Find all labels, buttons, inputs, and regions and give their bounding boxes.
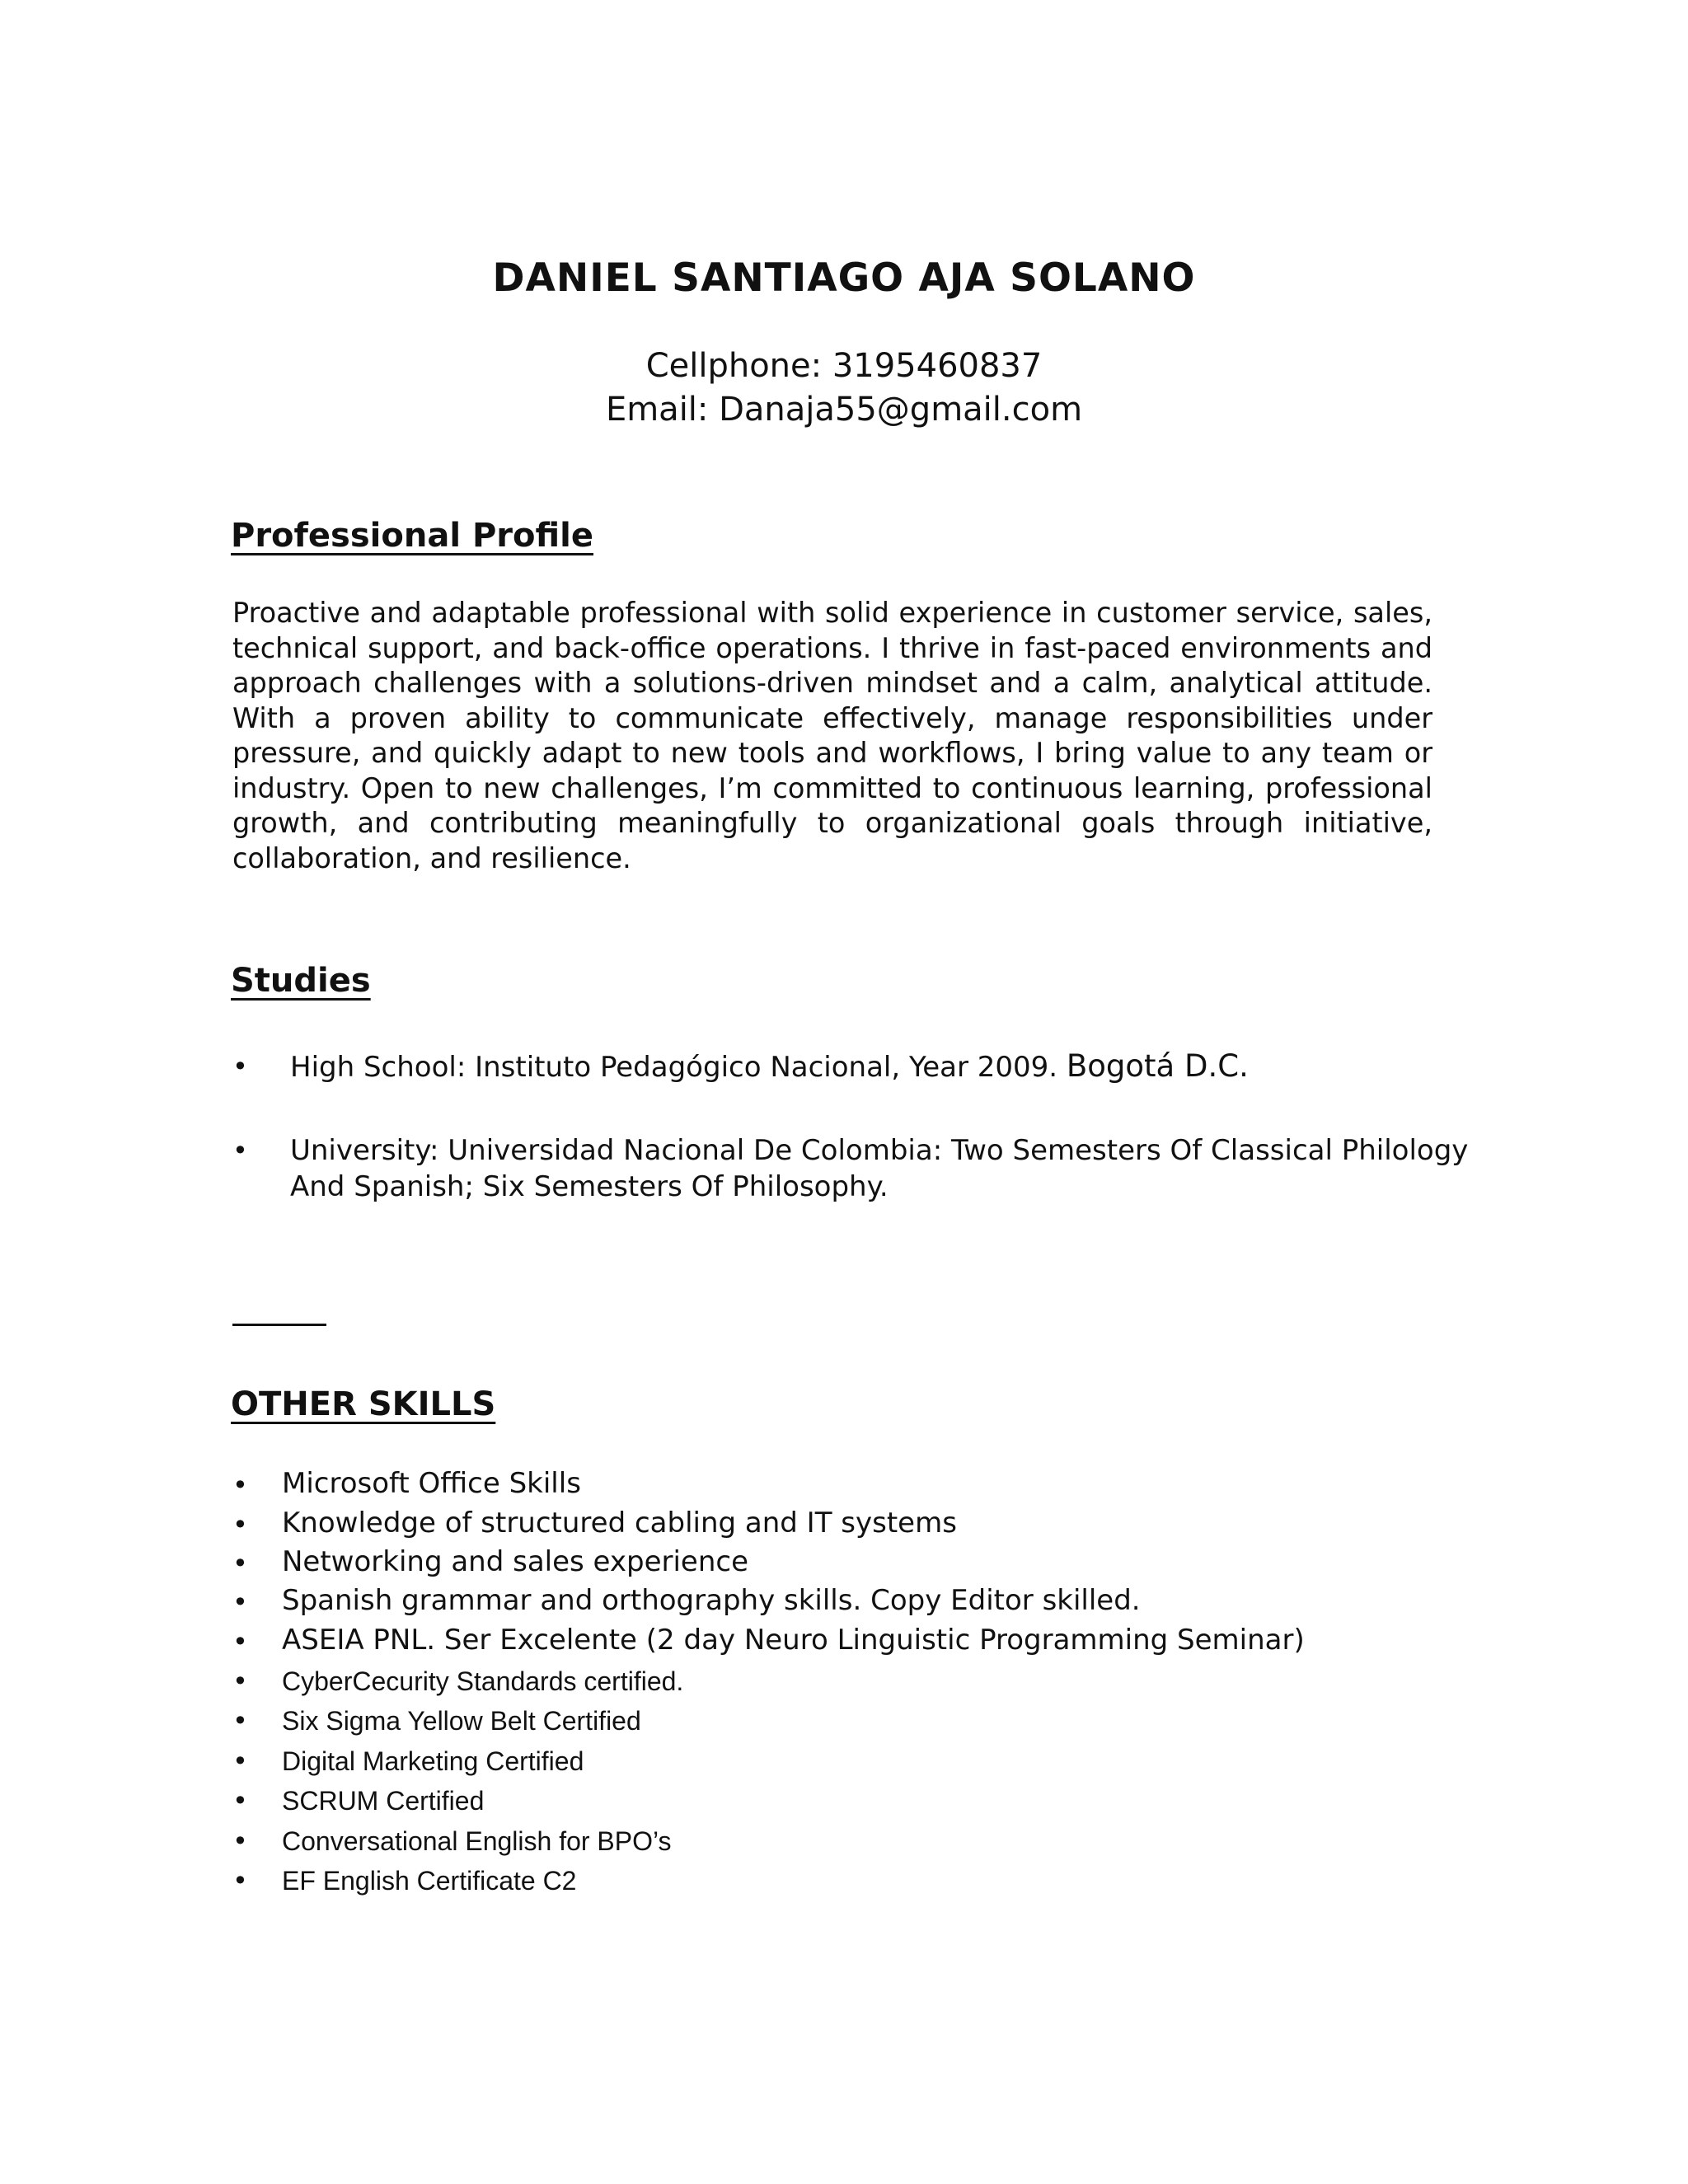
- skill-item: Networking and sales experience: [282, 1545, 748, 1578]
- skill-item: EF English Certificate C2: [282, 1866, 577, 1896]
- email-line: Email: Danaja55@gmail.com: [605, 391, 1083, 429]
- skill-item: SCRUM Certified: [282, 1786, 485, 1816]
- study-item-high-school: [290, 1048, 1477, 1085]
- skill-item: Knowledge of structured cabling and IT systems: [282, 1507, 957, 1540]
- bullet-icon: •: [232, 1469, 248, 1501]
- bullet-icon: •: [232, 1548, 248, 1579]
- studies-heading: Studies: [231, 962, 371, 1000]
- bullet-icon: •: [232, 1586, 248, 1618]
- professional-profile-text: Proactive and adaptable professional with solid experience in customer service, sales, technical support, and back-office operations. I thrive in fast-paced environments and approach challenges with a solutions-driven mindset and a calm, analytical attitude. With a proven ability to communicate effectively, manage responsibilities under pressure, and quickly adapt to new tools and workflows, I bring value to any team or industry. Open to new challenges, I’m committed to continuous learning, professional growth, and contributing meaningfully to organizational goals through initiative, collaboration, and resilience.: [232, 597, 1432, 874]
- skill-item: Digital Marketing Certified: [282, 1746, 584, 1776]
- skill-item: Six Sigma Yellow Belt Certified: [282, 1706, 641, 1736]
- skill-item: ASEIA PNL. Ser Excelente (2 day Neuro Linguistic Programming Seminar): [282, 1624, 1305, 1657]
- bullet-icon: •: [232, 1509, 248, 1540]
- bullet-icon: •: [232, 1825, 248, 1857]
- bullet-icon: •: [232, 1135, 248, 1166]
- bullet-icon: •: [232, 1865, 248, 1896]
- professional-profile-heading: Professional Profile: [231, 517, 593, 555]
- skill-item: Spanish grammar and orthography skills. Copy Editor skilled.: [282, 1584, 1141, 1617]
- candidate-name: DANIEL SANTIAGO AJA SOLANO: [492, 255, 1196, 301]
- other-skills-heading: OTHER SKILLS: [231, 1385, 496, 1423]
- section-divider: [232, 1324, 326, 1326]
- bullet-icon: •: [232, 1785, 248, 1816]
- skill-item: Conversational English for BPO’s: [282, 1826, 672, 1856]
- study-item-university: University: Universidad Nacional De Colombia: Two Semesters Of Classical Philology And Spanish; Six Semesters Of Philosophy.: [290, 1134, 1469, 1203]
- bullet-icon: •: [232, 1051, 248, 1082]
- skill-item: CyberCecurity Standards certified.: [282, 1666, 684, 1696]
- study-location: Bogotá D.C.: [1066, 1048, 1249, 1084]
- bullet-icon: •: [232, 1746, 248, 1777]
- cellphone-line: Cellphone: 3195460837: [645, 347, 1043, 385]
- bullet-icon: •: [232, 1705, 248, 1736]
- bullet-icon: •: [232, 1666, 248, 1697]
- bullet-icon: •: [232, 1626, 248, 1657]
- study-text: High School: Instituto Pedagógico Nacional, Year 2009.: [290, 1051, 1067, 1084]
- skill-item: Microsoft Office Skills: [282, 1467, 581, 1500]
